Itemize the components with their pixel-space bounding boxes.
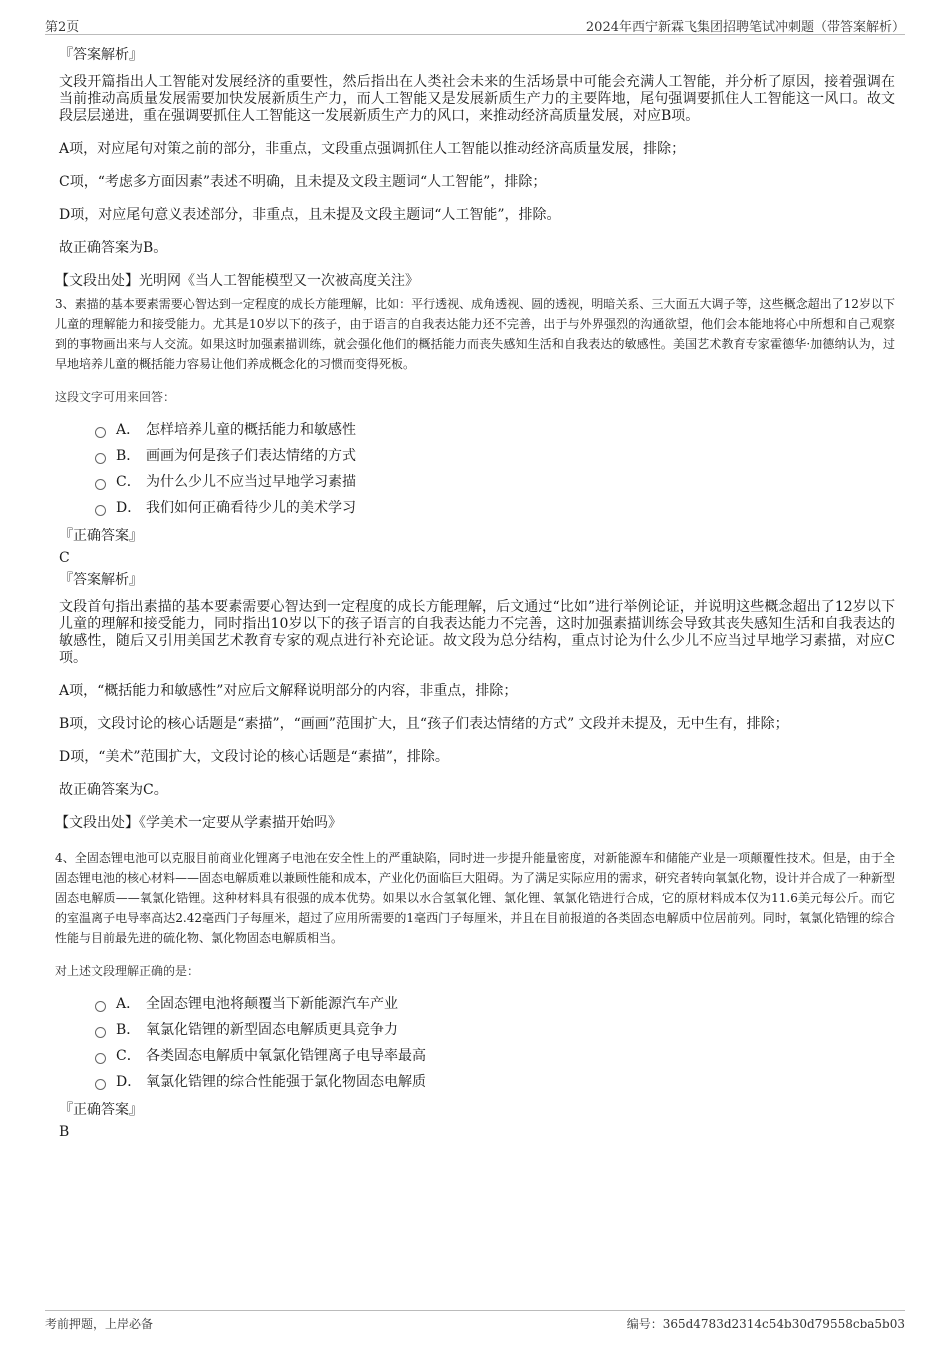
option-text: 为什么少儿不应当过早地学习素描 bbox=[146, 474, 356, 490]
radio-icon[interactable] bbox=[95, 427, 106, 438]
analysis-note-b: B项，文段讨论的核心话题是“素描”，“画画”范围扩大，且“孩子们表达情绪的方式” 文段并未提及，无中生有，排除； bbox=[59, 716, 789, 732]
option-d[interactable] bbox=[95, 1069, 895, 1095]
answer-value: C bbox=[59, 550, 70, 566]
option-text: 全固态锂电池将颠覆当下新能源汽车产业 bbox=[146, 996, 398, 1012]
source-citation: 【文段出处】《学美术一定要从学素描开始吗》 bbox=[55, 815, 342, 831]
analysis-text: 文段首句指出素描的基本要素需要心智达到一定程度的成长方能理解，后文通过“比如”进行举例论证，并说明这些概念超出了12岁以下儿童的理解和接受能力，同时指出10岁以下的孩子语言的自我表达能力不完善，这时加强素描训练会导致其丧失感知生活和自我表达的敏感性，随后又引用美国艺术教育专家的观点进行补充论证。故文段为总分结构，重点讨论为什么少儿不应当过早地学习素描，对应C项。 bbox=[59, 599, 895, 666]
question-4-text: 4、全固态锂电池可以克服目前商业化锂离子电池在安全性上的严重缺陷，同时进一步提升能量密度，对新能源车和储能产业是一项颠覆性技术。但是，由于全固态锂电池的核心材料——固态电解质难以兼顾性能和成本，产业化仍面临巨大阻碍。为了满足实际应用的需求，研究者转向氧氯化物，设计并合成了一种新型固态电解质——氧氯化锆锂。这种材料具有很强的成本优势。如果以水合氢氧化锂、氯化锂、氧氯化锆进行合成，它的原材料成本仅为11.6美元每公斤。而它的室温离子电导率高达2.42毫西门子每厘米，超过了应用所需要的1毫西门子每厘米，并且在目前报道的各类固态电解质中位居前列。同时，氧氯化锆锂的综合性能与目前最先进的硫化物、氯化物固态电解质相当。 bbox=[55, 851, 896, 945]
option-letter: D． bbox=[116, 500, 142, 516]
analysis-note-a: A项，“概括能力和敏感性”对应后文解释说明部分的内容，非重点，排除； bbox=[59, 683, 518, 699]
question-4-options bbox=[95, 991, 895, 1095]
option-b[interactable] bbox=[95, 1017, 895, 1043]
analysis-label: 『答案解析』 bbox=[59, 572, 143, 588]
option-letter: D． bbox=[116, 1074, 142, 1090]
radio-icon[interactable] bbox=[95, 505, 106, 516]
option-b[interactable] bbox=[95, 443, 895, 469]
radio-icon[interactable] bbox=[95, 1053, 106, 1064]
option-letter: C． bbox=[116, 474, 141, 490]
footer-slogan: 考前押题，上岸必备 bbox=[45, 1317, 154, 1331]
radio-icon[interactable] bbox=[95, 453, 106, 464]
document-title: 2024年西宁新霖飞集团招聘笔试冲刺题（带答案解析） bbox=[585, 20, 905, 35]
radio-icon[interactable] bbox=[95, 1001, 106, 1012]
option-c[interactable] bbox=[95, 469, 895, 495]
option-a[interactable] bbox=[95, 991, 895, 1017]
question-3-prompt: 这段文字可用来回答： bbox=[55, 390, 176, 404]
option-letter: A． bbox=[116, 422, 141, 438]
analysis-conclusion: 故正确答案为C。 bbox=[59, 782, 168, 798]
question-3-options bbox=[95, 417, 895, 521]
option-a[interactable] bbox=[95, 417, 895, 443]
option-letter: C． bbox=[116, 1048, 141, 1064]
option-c[interactable] bbox=[95, 1043, 895, 1069]
option-d[interactable] bbox=[95, 495, 895, 521]
answer-value: B bbox=[59, 1124, 70, 1140]
page-footer bbox=[45, 1310, 905, 1335]
option-text: 画画为何是孩子们表达情绪的方式 bbox=[146, 448, 356, 464]
analysis-text: 文段开篇指出人工智能对发展经济的重要性，然后指出在人类社会未来的生活场景中可能会充满人工智能，并分析了原因，接着强调在当前推动高质量发展需要加快发展新质生产力，而人工智能又是发展新质生产力的主要阵地，尾句强调要抓住人工智能这一风口。故文段层层递进，重在强调要抓住人工智能这一发展新质生产力的风口，来推动经济高质量发展，对应B项。 bbox=[59, 74, 895, 124]
question-3-text: 3、素描的基本要素需要心智达到一定程度的成长方能理解，比如：平行透视、成角透视、圆的透视，明暗关系、三大面五大调子等，这些概念超出了12岁以下儿童的理解能力和接受能力。尤其是10岁以下的孩子，由于语言的自我表达能力还不完善，出于与外界强烈的沟通欲望，他们会本能地将心中所想和自己观察到的事物画出来与人交流。如果这时加强素描训练，就会强化他们的概括能力而丧失感知生活和自我表达的敏感性。美国艺术教育专家霍德华·加德纳认为，过早地培养儿童的概括能力容易让他们养成概念化的习惯而变得死板。 bbox=[55, 297, 895, 371]
option-letter: B． bbox=[116, 448, 141, 464]
answer-label: 『正确答案』 bbox=[59, 528, 143, 544]
analysis-conclusion: 故正确答案为B。 bbox=[59, 240, 168, 256]
option-text: 氧氯化锆锂的新型固态电解质更具竞争力 bbox=[146, 1022, 398, 1038]
option-letter: B． bbox=[116, 1022, 141, 1038]
question-4-prompt: 对上述文段理解正确的是： bbox=[55, 964, 200, 978]
option-text: 怎样培养儿童的概括能力和敏感性 bbox=[146, 422, 356, 438]
option-text: 各类固态电解质中氧氯化锆锂离子电导率最高 bbox=[146, 1048, 426, 1064]
analysis-note-d: D项，对应尾句意义表述部分，非重点，且未提及文段主题词“人工智能”，排除。 bbox=[59, 207, 561, 223]
option-text: 氧氯化锆锂的综合性能强于氯化物固态电解质 bbox=[146, 1074, 426, 1090]
option-text: 我们如何正确看待少儿的美术学习 bbox=[146, 500, 356, 516]
radio-icon[interactable] bbox=[95, 1027, 106, 1038]
analysis-label: 『答案解析』 bbox=[59, 47, 143, 63]
source-citation: 【文段出处】光明网《当人工智能模型又一次被高度关注》 bbox=[55, 273, 419, 289]
option-letter: A． bbox=[116, 996, 141, 1012]
page-header bbox=[45, 14, 905, 35]
page-number: 第2页 bbox=[45, 20, 80, 35]
radio-icon[interactable] bbox=[95, 479, 106, 490]
analysis-note-d: D项，“美术”范围扩大，文段讨论的核心话题是“素描”，排除。 bbox=[59, 749, 449, 765]
answer-label: 『正确答案』 bbox=[59, 1102, 143, 1118]
radio-icon[interactable] bbox=[95, 1079, 106, 1090]
analysis-note-a: A项，对应尾句对策之前的部分，非重点，文段重点强调抓住人工智能以推动经济高质量发展，排除； bbox=[59, 141, 686, 157]
document-code: 编号：365d4783d2314c54b30d79558cba5b03 bbox=[626, 1317, 905, 1331]
analysis-note-c: C项，“考虑多方面因素”表述不明确，且未提及文段主题词“人工智能”，排除； bbox=[59, 174, 547, 190]
document-body bbox=[55, 46, 895, 1145]
